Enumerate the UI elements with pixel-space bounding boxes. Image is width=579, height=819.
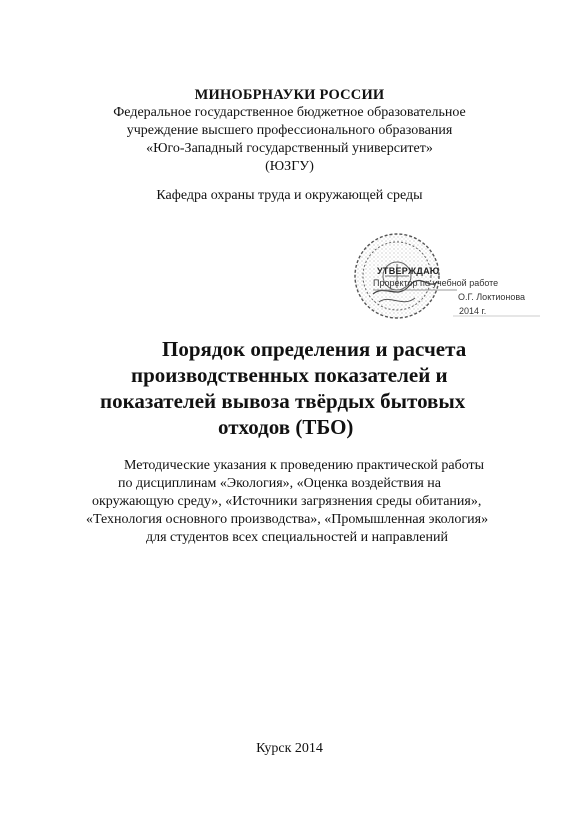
description-line-4: «Технология основного производства», «Промышленная экология» — [86, 512, 489, 527]
title-line-4: отходов (ТБО) — [218, 415, 354, 439]
title-line-1: Порядок определения и расчета — [162, 337, 467, 361]
institution-line-3: «Юго-Западный государственный университет» — [146, 141, 433, 156]
description-line-1: Методические указания к проведению практической работы — [124, 458, 485, 473]
description-line-5: для студентов всех специальностей и направлений — [146, 530, 448, 545]
stamp-year: 2014 г. — [459, 306, 487, 316]
description-line-2: по дисциплинам «Экология», «Оценка воздействия на — [118, 476, 441, 491]
title-line-2: производственных показателей и — [131, 363, 448, 387]
stamp-signatory: О.Г. Локтионова — [458, 292, 526, 302]
approval-stamp — [345, 228, 545, 328]
title-line-3: показателей вывоза твёрдых бытовых — [100, 389, 466, 413]
city-year: Курск 2014 — [256, 741, 323, 756]
stamp-role: Проректор по учебной работе — [373, 278, 499, 288]
ministry-name: МИНОБРНАУКИ РОССИИ — [194, 87, 385, 103]
stamp-approve-label: УТВЕРЖДАЮ — [377, 266, 440, 276]
institution-line-1: Федеральное государственное бюджетное образовательное — [113, 105, 466, 120]
institution-header — [0, 86, 579, 176]
institution-line-4: (ЮЗГУ) — [265, 159, 314, 174]
institution-line-2: учреждение высшего профессионального образования — [126, 123, 453, 138]
description-line-3: окружающую среду», «Источники загрязнения среды обитания», — [92, 494, 482, 509]
department-name: Кафедра охраны труда и окружающей среды — [156, 188, 423, 203]
